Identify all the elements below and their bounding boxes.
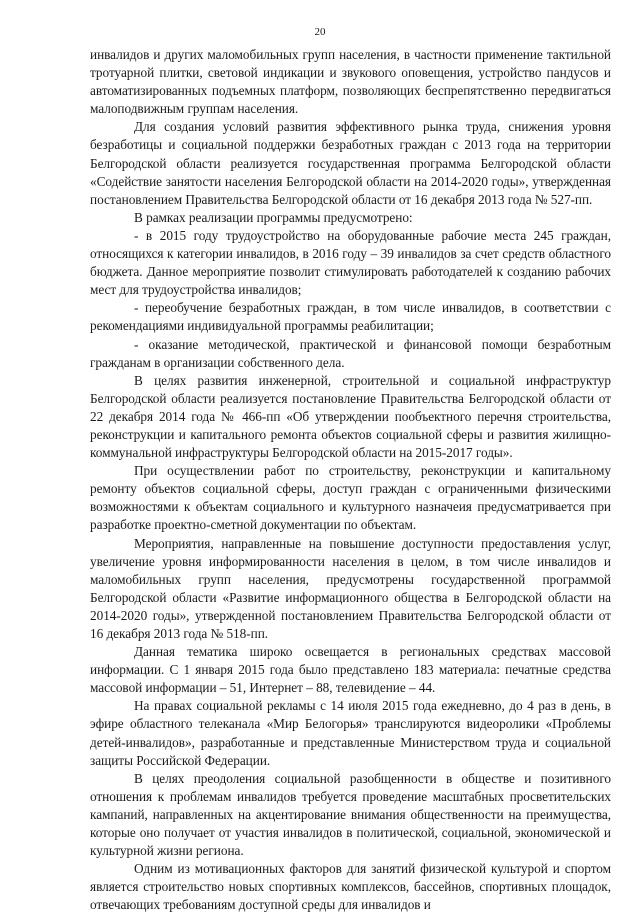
paragraph-awareness-campaigns: В целях преодоления социальной разобщенности в обществе и позитивного отношения к проблемам инвалидов требуется проведение масштабных просветительских кампаний, направленных на акцентирование внимания общественности на преимущества, которые оно получает от участия инвалидов в политической, социальной, экономической и культурной жизни региона. <box>90 770 611 859</box>
paragraph-information-program: Мероприятия, направленные на повышение доступности предоставления услуг, увеличение уровня информированности населения в целом, в том числе инвалидов и маломобильных групп населения, предусмотрены государственной программой Белгородской области «Развитие информационного общества в Белгородской области на 2014-2020 годы», утвержденной постановлением Правительства Белгородской области от 16 декабря 2013 года № 518-пп. <box>90 535 611 641</box>
paragraph-program-provisions: В рамках реализации программы предусмотрено: <box>134 209 413 225</box>
list-item-employment: - в 2015 году трудоустройство на оборудованные рабочие места 245 граждан, относящихся к категории инвалидов, в 2016 году – 39 инвалидов за счет средств областного бюджета. Данное мероприятие позволит стимулировать работодателей к созданию рабочих мест для трудоустройства инвалидов; <box>90 227 611 298</box>
list-item-retraining: - переобучение безработных граждан, в том числе инвалидов, в соответствии с рекомендациями индивидуальной программы реабилитации; <box>90 300 611 334</box>
paragraph-social-advertising: На правах социальной рекламы с 14 июля 2015 года ежедневно, до 4 раз в день, в эфире областного телеканала «Мир Белогорья» транслируются видеоролики «Проблемы детей-инвалидов», разработанные и представленные Министерством труда и социальной защиты Российской Федерации. <box>90 698 611 768</box>
list-item-assistance: - оказание методической, практической и финансовой помощи безработным гражданам в организации собственного дела. <box>90 336 611 370</box>
page-number: 20 <box>314 26 326 38</box>
paragraph-media-coverage: Данная тематика широко освещается в региональных средствах массовой информации. С 1 января 2015 года было представлено 183 материала: печатные средства массовой информации – 51, Интернет – 88, телевидение – 44. <box>90 644 611 696</box>
paragraph-sports-facilities: Одним из мотивационных факторов для занятий физической культурой и спортом является строительство новых спортивных комплексов, бассейнов, спортивных площадок, отвечающих требованиям доступной среды для инвалидов и <box>90 861 611 913</box>
paragraph-employment-program: Для создания условий развития эффективного рынка труда, снижения уровня безработицы и социальной поддержки безработных граждан с 2013 года на территории Белгородской области реализуется государственная программа Белгородской области «Содействие занятости населения Белгородской области на 2014-2020 годы», утвержденная постановлением Правительства Белгородской области от 16 декабря 2013 года № 527-пп. <box>90 119 611 207</box>
paragraph-continuation: инвалидов и других маломобильных групп населения, в частности применение тактильной тротуарной плитки, световой индикации и звукового оповещения, устройство пандусов и автоматизированных подъемных платформ, позволяющих беспрепятственно передвигаться малоподвижным группам населения. <box>90 47 611 117</box>
document-body <box>90 46 611 915</box>
paragraph-infrastructure: В целях развития инженерной, строительной и социальной инфраструктур Белгородской области реализуется постановление Правительства Белгородской области от 22 декабря 2014 года № 466-пп «Об утверждении пообъектного перечня строительства, реконструкции и капитального ремонта объектов социальной сферы и развития жилищно-коммунальной инфраструктуры Белгородской области на 2015-2017 годы». <box>90 372 611 461</box>
paragraph-construction: При осуществлении работ по строительству, реконструкции и капитальному ремонту объектов социальной сферы, доступ граждан с ограниченными физическими возможностями к объектам социального и культурного назначеия предусматривается при разработке проектно-сметной документации по объектам. <box>90 463 611 533</box>
